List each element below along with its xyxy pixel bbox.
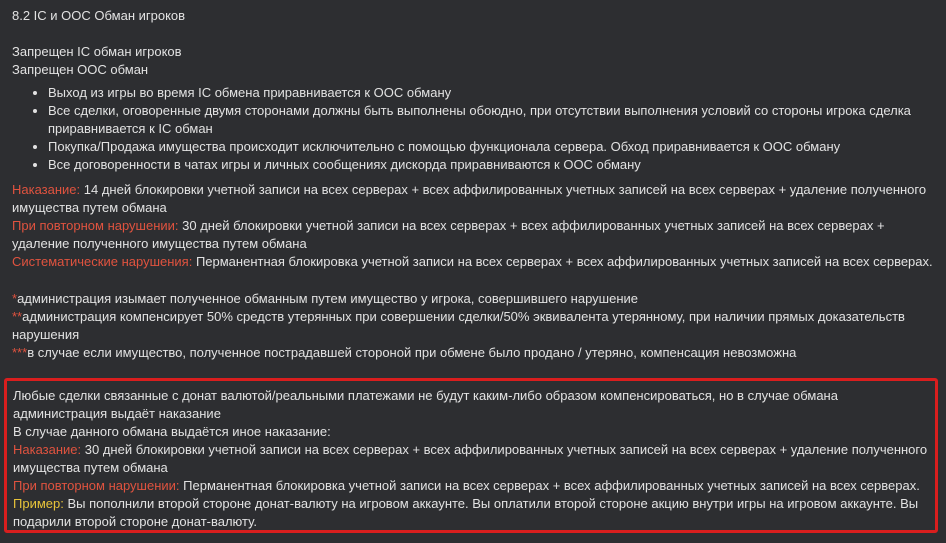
- footnote-2: [12, 308, 934, 344]
- donate-sub: В случае данного обмана выдаётся иное наказание:: [13, 424, 331, 439]
- punishment-label: При повторном нарушении:: [12, 218, 179, 233]
- footnote-text: в случае если имущество, полученное пострадавшей стороной при обмене было продано / утеряно, компенсация невозможна: [27, 345, 797, 360]
- donate-punishment-repeat: [13, 477, 929, 495]
- donate-punishment-first: [13, 441, 929, 477]
- donate-intro: Любые сделки связанные с донат валютой/реальными платежами не будут каким-либо образом компенсироваться, но в случае обмана администрация выдаёт наказание: [13, 388, 838, 421]
- prohibited-ooc: Запрещен OOC обман: [12, 62, 149, 77]
- punishment-text: 14 дней блокировки учетной записи на всех серверах + всех аффилированных учетных записей на всех серверах + удаление полученного имущества путем обмана: [12, 182, 927, 215]
- punishment-repeat: [12, 217, 934, 253]
- footnote-text: администрация изымает полученное обманным путем имущество у игрока, совершившего нарушение: [17, 291, 638, 306]
- punishment-text: 30 дней блокировки учетной записи на всех серверах + всех аффилированных учетных записей на всех серверах + удаление полученного имущества путем обмана: [12, 218, 885, 251]
- rule-item: • Все договоренности в чатах игры и личных сообщениях дискорда приравниваются к OOC обману: [48, 156, 934, 174]
- punishment-text: 30 дней блокировки учетной записи на всех серверах + всех аффилированных учетных записей на всех серверах + удаление полученного имущества путем обмана: [13, 442, 928, 475]
- punishment-first: [12, 181, 934, 217]
- rule-item: • Все сделки, оговоренные двумя сторонами должны быть выполнены обоюдно, при отсутствии выполнения условий со стороны игрока сделка приравнивается к IC обман: [48, 102, 934, 138]
- spacer: [12, 25, 934, 43]
- footnotes: [12, 290, 934, 362]
- footnote-mark: ***: [12, 345, 28, 360]
- footnote-text: администрация компенсирует 50% средств утерянных при совершении сделки/50% эквивалента утерянному, при наличии прямых доказательств нарушения: [12, 309, 905, 342]
- rule-item: • Покупка/Продажа имущества происходит исключительно с помощью функционала сервера. Обход приравнивается к OOC обману: [48, 138, 934, 156]
- example-label: Пример:: [13, 496, 64, 511]
- donate-highlight-box: [4, 378, 938, 533]
- footnote-mark: **: [12, 309, 23, 324]
- footnote-mark: *: [12, 291, 18, 306]
- section-title: 8.2 IC и OOC Обман игроков: [12, 8, 186, 23]
- punishment-label: Систематические нарушения:: [12, 254, 193, 269]
- punishment-text: Перманентная блокировка учетной записи на всех серверах + всех аффилированных учетных записей на всех серверах.: [192, 254, 933, 269]
- punishment-text: Перманентная блокировка учетной записи на всех серверах + всех аффилированных учетных записей на всех серверах.: [179, 478, 920, 493]
- footnote-1: [12, 290, 934, 308]
- rule-item: • Выход из игры во время IC обмена приравнивается к OOC обману: [48, 84, 934, 102]
- punishment-label: При повторном нарушении:: [13, 478, 180, 493]
- punishment-systematic: [12, 253, 934, 271]
- rules-list: [12, 84, 934, 174]
- donate-example: [13, 495, 929, 531]
- footnote-3: [12, 344, 934, 362]
- punishment-label: Наказание:: [13, 442, 82, 457]
- example-text: Вы пополнили второй стороне донат-валюту на игровом аккаунте. Вы оплатили второй стороне акцию внутри игры на игровом аккаунте. Вы подарили второй стороне донат-валюту.: [13, 496, 919, 529]
- punishment-label: Наказание:: [12, 182, 81, 197]
- punishments: [12, 181, 934, 271]
- prohibited-ic: Запрещен IC обман игроков: [12, 44, 182, 59]
